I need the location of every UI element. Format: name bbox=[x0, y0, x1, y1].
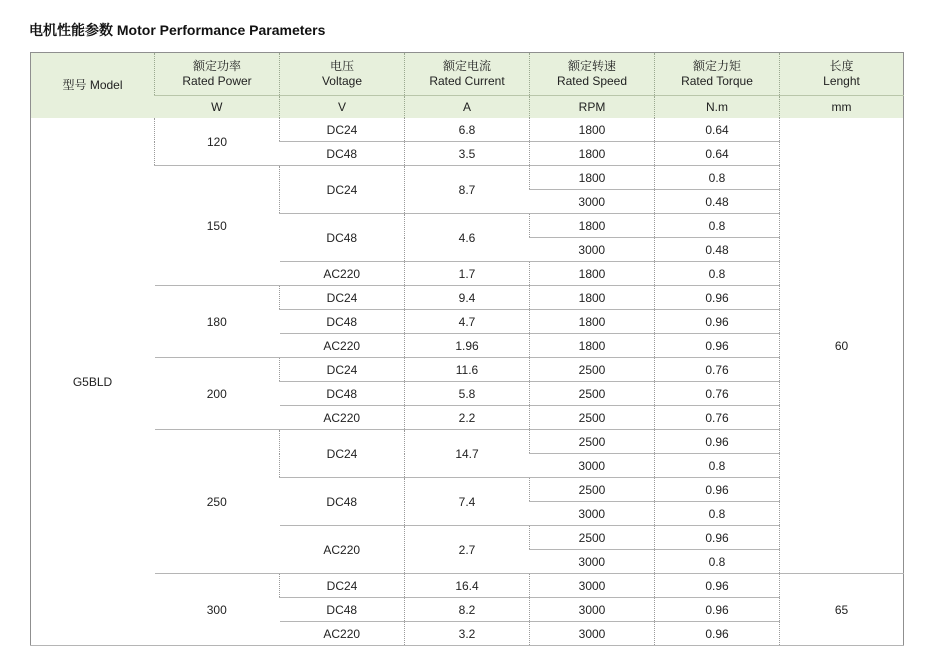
torque-cell: 0.96 bbox=[655, 286, 780, 310]
header-rated-power: 额定功率 Rated Power bbox=[155, 53, 280, 96]
motor-parameters-table bbox=[30, 52, 904, 646]
speed-cell: 1800 bbox=[530, 262, 655, 286]
voltage-cell: DC24 bbox=[280, 574, 405, 598]
voltage-cell: DC48 bbox=[280, 142, 405, 166]
power-cell: 300 bbox=[155, 574, 280, 646]
model-cell: G5BLD bbox=[31, 118, 155, 646]
unit-current: A bbox=[405, 96, 530, 119]
current-cell: 16.4 bbox=[405, 574, 530, 598]
header-length: 长度 Lenght bbox=[780, 53, 904, 96]
torque-cell: 0.64 bbox=[655, 118, 780, 142]
header-rated-torque: 额定力矩 Rated Torque bbox=[655, 53, 780, 96]
voltage-cell: DC24 bbox=[280, 118, 405, 142]
speed-cell: 3000 bbox=[530, 622, 655, 646]
torque-cell: 0.48 bbox=[655, 190, 780, 214]
speed-cell: 2500 bbox=[530, 526, 655, 550]
speed-cell: 3000 bbox=[530, 598, 655, 622]
power-cell: 250 bbox=[155, 430, 280, 574]
current-cell: 2.7 bbox=[405, 526, 530, 574]
speed-cell: 2500 bbox=[530, 478, 655, 502]
speed-cell: 1800 bbox=[530, 166, 655, 190]
current-cell: 1.96 bbox=[405, 334, 530, 358]
voltage-cell: DC48 bbox=[280, 214, 405, 262]
speed-cell: 2500 bbox=[530, 406, 655, 430]
table-row bbox=[31, 118, 904, 142]
torque-cell: 0.96 bbox=[655, 574, 780, 598]
torque-cell: 0.96 bbox=[655, 310, 780, 334]
unit-torque: N.m bbox=[655, 96, 780, 119]
header-rated-current: 额定电流 Rated Current bbox=[405, 53, 530, 96]
voltage-cell: DC48 bbox=[280, 478, 405, 526]
voltage-cell: AC220 bbox=[280, 334, 405, 358]
header-voltage: 电压 Voltage bbox=[280, 53, 405, 96]
voltage-cell: DC24 bbox=[280, 166, 405, 214]
current-cell: 4.7 bbox=[405, 310, 530, 334]
speed-cell: 3000 bbox=[530, 574, 655, 598]
torque-cell: 0.96 bbox=[655, 430, 780, 454]
torque-cell: 0.96 bbox=[655, 478, 780, 502]
header-model: 型号 Model bbox=[31, 53, 155, 119]
current-cell: 2.2 bbox=[405, 406, 530, 430]
power-cell: 180 bbox=[155, 286, 280, 358]
table-row bbox=[31, 166, 904, 190]
speed-cell: 1800 bbox=[530, 214, 655, 238]
table-row bbox=[31, 430, 904, 454]
speed-cell: 1800 bbox=[530, 118, 655, 142]
torque-cell: 0.8 bbox=[655, 262, 780, 286]
voltage-cell: DC24 bbox=[280, 286, 405, 310]
current-cell: 9.4 bbox=[405, 286, 530, 310]
current-cell: 7.4 bbox=[405, 478, 530, 526]
table-row bbox=[31, 574, 904, 598]
speed-cell: 2500 bbox=[530, 358, 655, 382]
voltage-cell: DC48 bbox=[280, 598, 405, 622]
voltage-cell: AC220 bbox=[280, 406, 405, 430]
torque-cell: 0.76 bbox=[655, 358, 780, 382]
voltage-cell: DC24 bbox=[280, 358, 405, 382]
torque-cell: 0.76 bbox=[655, 382, 780, 406]
page-title: 电机性能参数 Motor Performance Parameters bbox=[29, 22, 326, 38]
table-row bbox=[31, 358, 904, 382]
speed-cell: 1800 bbox=[530, 334, 655, 358]
voltage-cell: DC48 bbox=[280, 310, 405, 334]
speed-cell: 3000 bbox=[530, 550, 655, 574]
speed-cell: 1800 bbox=[530, 310, 655, 334]
current-cell: 3.5 bbox=[405, 142, 530, 166]
unit-voltage: V bbox=[280, 96, 405, 119]
power-cell: 150 bbox=[155, 166, 280, 286]
current-cell: 11.6 bbox=[405, 358, 530, 382]
current-cell: 1.7 bbox=[405, 262, 530, 286]
voltage-cell: DC24 bbox=[280, 430, 405, 478]
unit-speed: RPM bbox=[530, 96, 655, 119]
voltage-cell: DC48 bbox=[280, 382, 405, 406]
torque-cell: 0.96 bbox=[655, 334, 780, 358]
unit-power: W bbox=[155, 96, 280, 119]
current-cell: 8.2 bbox=[405, 598, 530, 622]
speed-cell: 2500 bbox=[530, 382, 655, 406]
current-cell: 8.7 bbox=[405, 166, 530, 214]
speed-cell: 3000 bbox=[530, 238, 655, 262]
torque-cell: 0.8 bbox=[655, 214, 780, 238]
table-row bbox=[31, 286, 904, 310]
torque-cell: 0.76 bbox=[655, 406, 780, 430]
torque-cell: 0.8 bbox=[655, 502, 780, 526]
speed-cell: 3000 bbox=[530, 454, 655, 478]
table-wrapper bbox=[30, 52, 904, 646]
power-cell: 120 bbox=[155, 118, 280, 166]
speed-cell: 3000 bbox=[530, 190, 655, 214]
length-cell: 65 bbox=[780, 574, 904, 646]
current-cell: 6.8 bbox=[405, 118, 530, 142]
torque-cell: 0.8 bbox=[655, 166, 780, 190]
unit-length: mm bbox=[780, 96, 904, 119]
current-cell: 5.8 bbox=[405, 382, 530, 406]
torque-cell: 0.64 bbox=[655, 142, 780, 166]
speed-cell: 1800 bbox=[530, 286, 655, 310]
torque-cell: 0.96 bbox=[655, 622, 780, 646]
header-rated-speed: 额定转速 Rated Speed bbox=[530, 53, 655, 96]
length-cell: 60 bbox=[780, 118, 904, 574]
torque-cell: 0.96 bbox=[655, 598, 780, 622]
torque-cell: 0.8 bbox=[655, 454, 780, 478]
torque-cell: 0.96 bbox=[655, 526, 780, 550]
speed-cell: 2500 bbox=[530, 430, 655, 454]
current-cell: 3.2 bbox=[405, 622, 530, 646]
power-cell: 200 bbox=[155, 358, 280, 430]
current-cell: 4.6 bbox=[405, 214, 530, 262]
speed-cell: 3000 bbox=[530, 502, 655, 526]
voltage-cell: AC220 bbox=[280, 262, 405, 286]
voltage-cell: AC220 bbox=[280, 526, 405, 574]
voltage-cell: AC220 bbox=[280, 622, 405, 646]
speed-cell: 1800 bbox=[530, 142, 655, 166]
torque-cell: 0.8 bbox=[655, 550, 780, 574]
torque-cell: 0.48 bbox=[655, 238, 780, 262]
current-cell: 14.7 bbox=[405, 430, 530, 478]
